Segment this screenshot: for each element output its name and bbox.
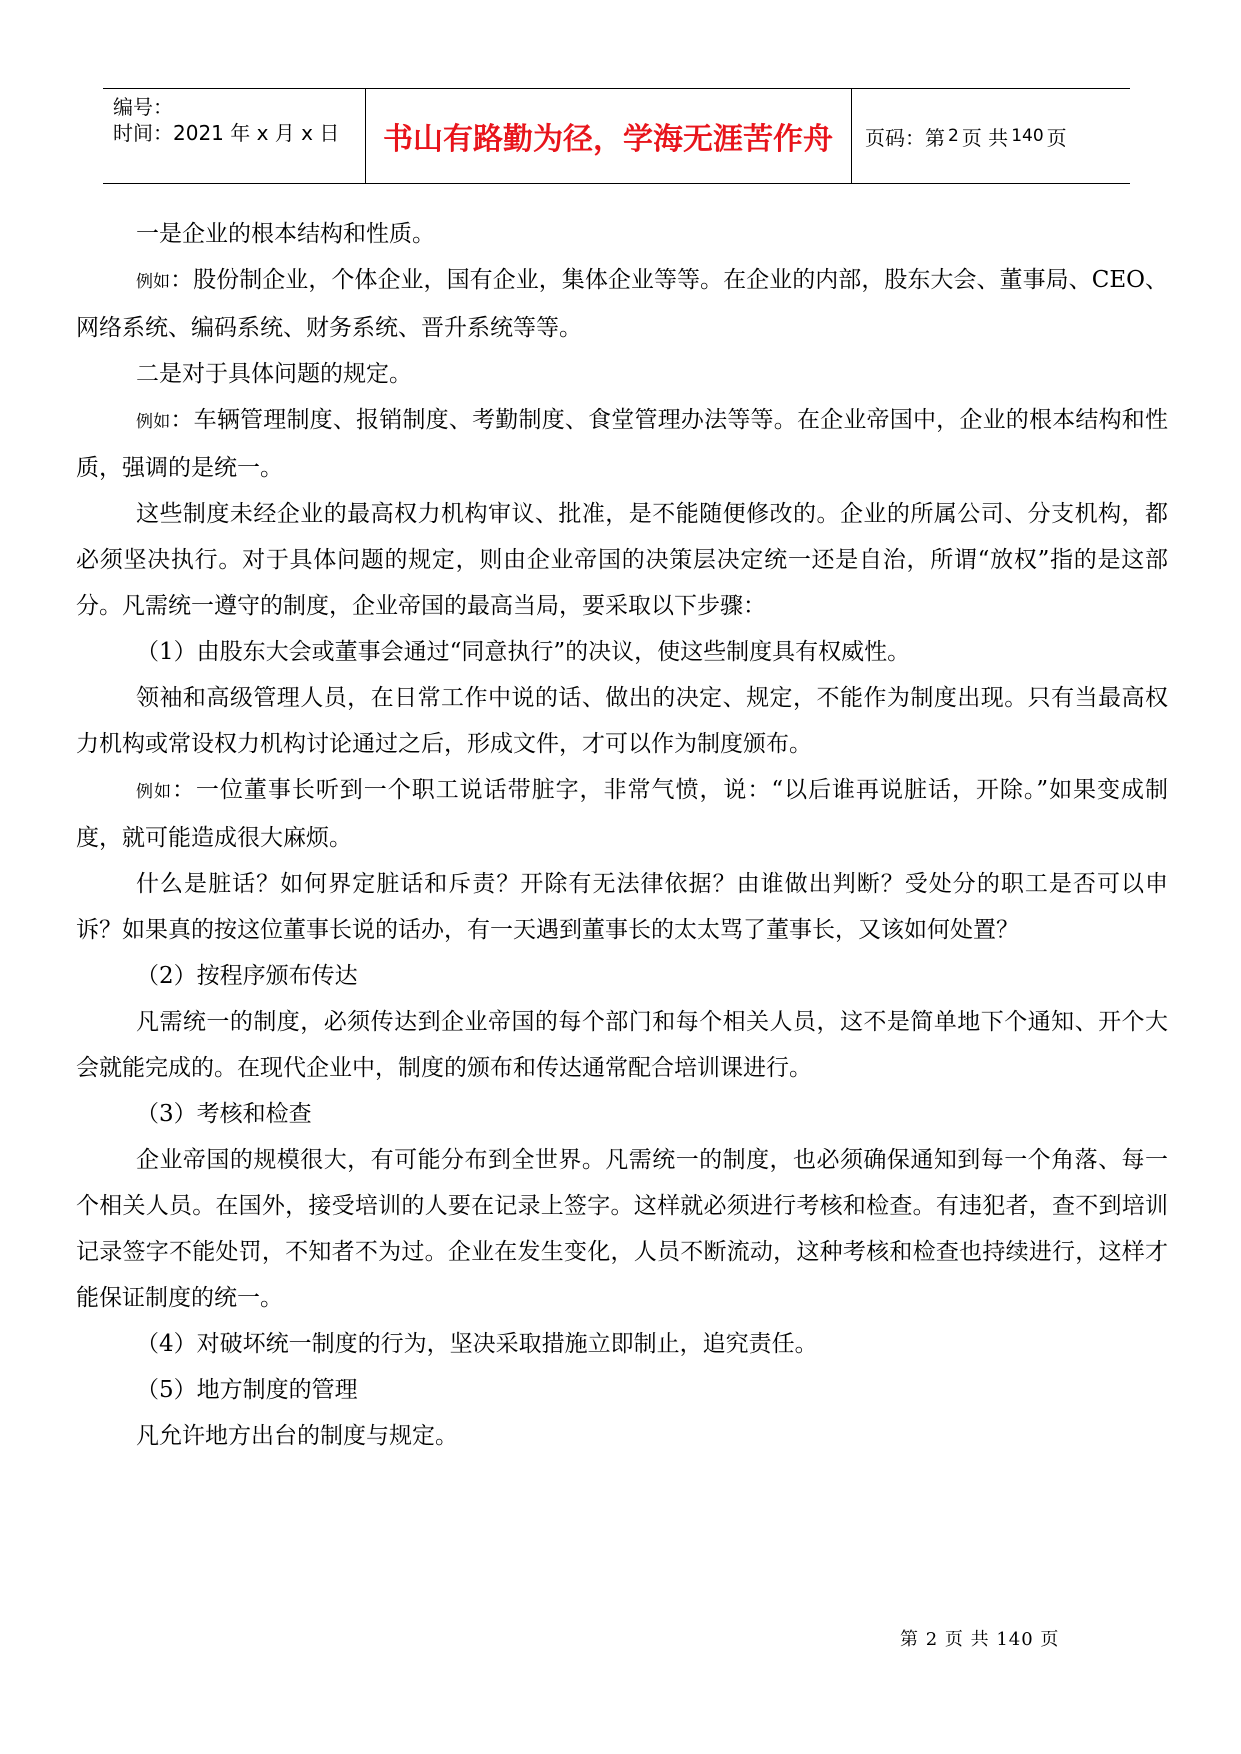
numbered-step: （5）地方制度的管理 [136, 1377, 358, 1403]
paragraph: 领袖和高级管理人员，在日常工作中说的话、做出的决定、规定，不能作为制度出现。只有当最高权力机构或常设权力机构讨论通过之后，形成文件，才可以作为制度颁布。 [76, 685, 1168, 757]
header-divider [851, 89, 852, 183]
page-suffix: 页 [1046, 125, 1067, 150]
paragraph-text: ：车辆管理制度、报销制度、考勤制度、食堂管理办法等等。在企业帝国中，企业的根本结构和性质，强调的是统一。 [76, 407, 1169, 481]
paragraph: 企业帝国的规模很大，有可能分布到全世界。凡需统一的制度，也必须确保通知到每一个角落、每一个相关人员。在国外，接受培训的人要在记录上签字。这样就必须进行考核和检查。有违犯者，查不到培训记录签字不能处罚，不知者不为过。企业在发生变化，人员不断流动，这种考核和检查也持续进行，这样才能保证制度的统一。 [76, 1147, 1168, 1311]
document-body [76, 211, 1168, 1459]
page-total: 140 [1011, 126, 1044, 146]
paragraph: 二是对于具体问题的规定。 [136, 361, 412, 387]
page-number: 2 [948, 126, 959, 146]
header-time-label: 时间：2021 年 x 月 x 日 [113, 121, 340, 145]
document-header [103, 88, 1130, 184]
paragraph-text: ：股份制企业，个体企业，国有企业，集体企业等等。在企业的内部，股东大会、董事局、CEO、网络系统、编码系统、财务系统、晋升系统等等。 [76, 267, 1169, 341]
example-label: 例如 [136, 272, 171, 292]
paragraph: 这些制度未经企业的最高权力机构审议、批准，是不能随便修改的。企业的所属公司、分支机构，都必须坚决执行。对于具体问题的规定，则由企业帝国的决策层决定统一还是自治，所谓“放权”指的是这部分。凡需统一遵守的制度，企业帝国的最高当局，要采取以下步骤： [76, 501, 1168, 619]
header-number-label: 编号： [113, 95, 173, 119]
paragraph [76, 767, 1168, 861]
paragraph: 凡允许地方出台的制度与规定。 [136, 1423, 458, 1449]
paragraph-text: ：一位董事长听到一个职工说话带脏字，非常气愤，说：“以后谁再说脏话，开除。”如果变成制度，就可能造成很大麻烦。 [76, 777, 1168, 851]
paragraph [76, 257, 1168, 351]
page-footer: 第 2 页 共 140 页 [900, 1629, 1060, 1650]
paragraph: 什么是脏话？如何界定脏话和斥责？开除有无法律依据？由谁做出判断？受处分的职工是否可以申诉？如果真的按这位董事长说的话办，有一天遇到董事长的太太骂了董事长，又该如何处置？ [76, 871, 1168, 943]
paragraph: 凡需统一的制度，必须传达到企业帝国的每个部门和每个相关人员，这不是简单地下个通知、开个大会就能完成的。在现代企业中，制度的颁布和传达通常配合培训课进行。 [76, 1009, 1168, 1081]
header-meta [113, 94, 339, 146]
paragraph [76, 397, 1168, 491]
header-page-counter [865, 89, 1067, 183]
header-motto: 书山有路勤为径，学海无涯苦作舟 [383, 122, 833, 157]
paragraph: 一是企业的根本结构和性质。 [136, 221, 435, 247]
example-label: 例如 [136, 412, 171, 432]
example-label: 例如 [136, 782, 172, 802]
numbered-step: （1）由股东大会或董事会通过“同意执行”的决议，使这些制度具有权威性。 [136, 639, 911, 665]
numbered-step: （3）考核和检查 [136, 1101, 312, 1127]
numbered-step: （2）按程序颁布传达 [136, 963, 358, 989]
page-prefix: 页码：第 [865, 125, 945, 150]
numbered-step: （4）对破坏统一制度的行为，坚决采取措施立即制止，追究责任。 [136, 1331, 818, 1357]
page-mid: 页 共 [961, 125, 1009, 150]
